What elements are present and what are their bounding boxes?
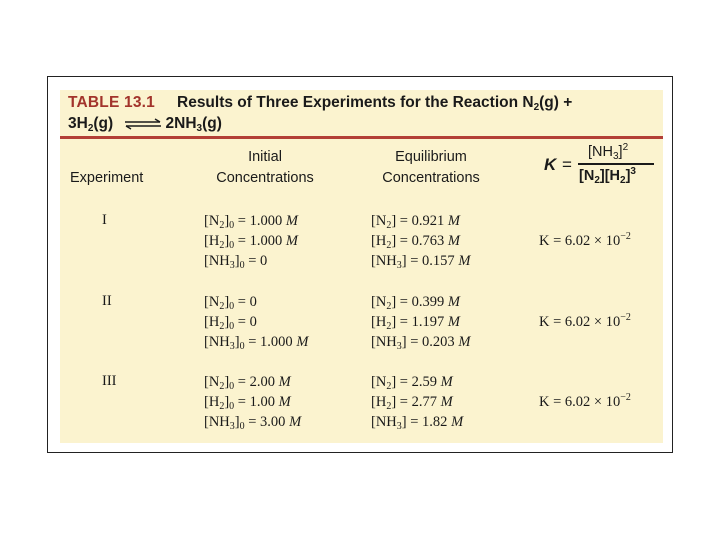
equilibrium-concentrations xyxy=(371,372,463,432)
equilibrium-concentrations xyxy=(371,211,470,271)
header-rule xyxy=(60,136,663,139)
header-k-expression xyxy=(542,142,660,192)
header-initial-line-2: Concentrations xyxy=(216,170,314,186)
equilibrium-n2: $[N_2] = 0.399$ M xyxy=(371,294,460,312)
equilibrium-h2: $[H_2] = 0.763$ M xyxy=(371,233,460,251)
table-number: TABLE 13.1 xyxy=(68,94,155,111)
initial-nh3: $[NH_3]_0 = 0$ xyxy=(204,253,268,271)
initial-concentrations xyxy=(204,211,298,271)
initial-h2: $[H_2]_0 = 0$ xyxy=(204,314,257,332)
k-value: $K = 6.02 \times 10^{-2}$ xyxy=(539,392,631,410)
initial-nh3: $[NH_3]_0 = 3.00$ M xyxy=(204,414,302,432)
initial-concentrations xyxy=(204,292,308,352)
experiment-number: I xyxy=(102,212,107,228)
header-equilibrium-line-2: Concentrations xyxy=(382,170,480,186)
equilibrium-nh3: $[NH_3] = 1.82$ M xyxy=(371,414,464,432)
equilibrium-n2: $[N_2] = 0.921$ M xyxy=(371,213,460,231)
title-phase-3: (g) xyxy=(202,115,222,132)
initial-n2: $[N_2]_0 = 2.00$ M xyxy=(204,374,291,392)
reactant-h2: 3H xyxy=(68,115,88,132)
k-symbol: K xyxy=(544,155,557,174)
table-title: TABLE 13.1 Results of Three Experiments for the Reaction N2(g) + xyxy=(68,94,573,113)
initial-concentrations xyxy=(204,372,301,432)
title-phase-1: (g) + xyxy=(539,94,573,111)
k-equals: = xyxy=(562,155,572,174)
table-panel xyxy=(60,90,663,443)
experiment-number: II xyxy=(102,293,112,309)
k-numerator: $[NH_3]^2$ xyxy=(588,142,629,162)
initial-h2: $[H_2]_0 = 1.000$ M xyxy=(204,233,298,251)
equilibrium-h2: $[H_2] = 2.77$ M xyxy=(371,394,453,412)
title-text: Results of Three Experiments for the Reaction N xyxy=(177,94,534,111)
k-value: $K = 6.02 \times 10^{-2}$ xyxy=(539,312,631,330)
equilibrium-concentrations xyxy=(371,292,470,352)
initial-h2: $[H_2]_0 = 1.00$ M xyxy=(204,394,291,412)
header-initial xyxy=(206,147,324,189)
equilibrium-n2: $[N_2] = 2.59$ M xyxy=(371,374,453,392)
equilibrium-h2: $[H_2] = 1.197$ M xyxy=(371,314,460,332)
equilibrium-nh3: $[NH_3] = 0.157$ M xyxy=(371,253,471,271)
k-value: $K = 6.02 \times 10^{-2}$ xyxy=(539,231,631,249)
initial-nh3: $[NH_3]_0 = 1.000$ M xyxy=(204,334,309,352)
equilibrium-arrow-icon xyxy=(124,118,162,130)
table-title-line-2: 3H2(g) 2NH3(g) xyxy=(68,115,222,134)
equilibrium-nh3: $[NH_3] = 0.203$ M xyxy=(371,334,471,352)
title-phase-2: (g) xyxy=(93,115,114,132)
header-experiment: Experiment xyxy=(70,170,144,186)
header-equilibrium-line-1: Equilibrium xyxy=(395,149,467,165)
experiment-number: III xyxy=(102,373,117,389)
header-equilibrium xyxy=(372,147,490,189)
k-denominator: $[N_2][H_2]^3$ xyxy=(579,166,636,186)
fraction-bar xyxy=(578,163,654,165)
initial-n2: $[N_2]_0 = 0$ xyxy=(204,294,257,312)
initial-n2: $[N_2]_0 = 1.000$ M xyxy=(204,213,298,231)
header-initial-line-1: Initial xyxy=(248,149,282,165)
product-nh3: 2NH xyxy=(165,115,197,132)
